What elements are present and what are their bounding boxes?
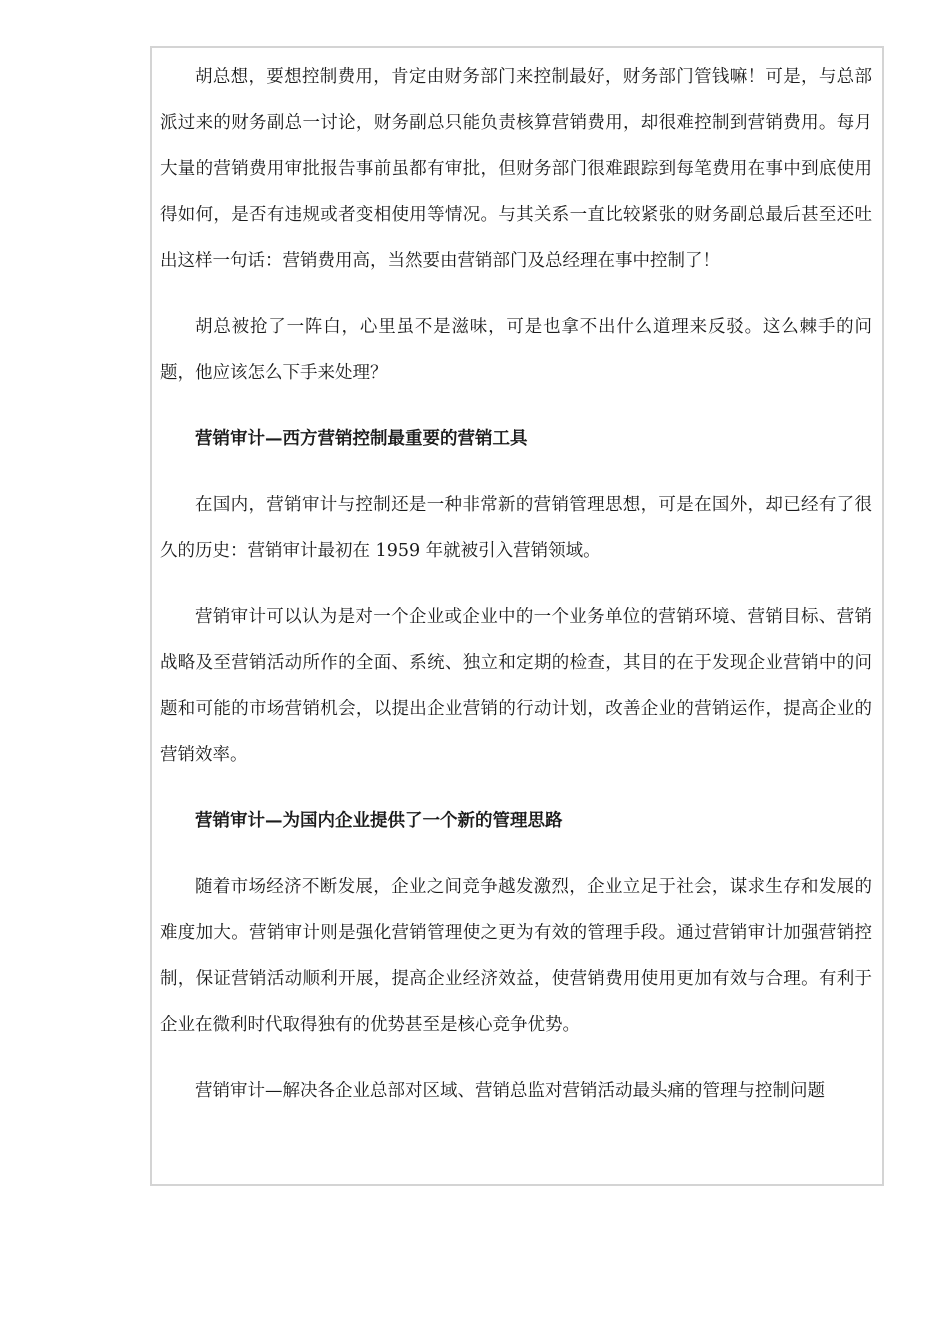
paragraph-finance-control: 胡总想，要想控制费用，肯定由财务部门来控制最好，财务部门管钱嘛！可是，与总部派过来的财务副总一讨论，财务副总只能负责核算营销费用，却很难控制到营销费用。每月大量的营销费用审批报告事前虽都有审批，但财务部门很难跟踪到每笔费用在事中到底使用得如何，是否有违规或者变相使用等情况。与其关系一直比较紧张的财务副总最后甚至还吐出这样一句话：营销费用高，当然要由营销部门及总经理在事中控制了！: [160, 67, 872, 271]
paragraph-definition: 营销审计可以认为是对一个企业或企业中的一个业务单位的营销环境、营销目标、营销战略及至营销活动所作的全面、系统、独立和定期的检查，其目的在于发现企业营销中的问题和可能的市场营销机会，以提出企业营销的行动计划，改善企业的营销运作，提高企业的营销效率。: [160, 607, 872, 765]
paragraph-solving-problems: 营销审计—解决各企业总部对区域、营销总监对营销活动最头痛的管理与控制问题: [195, 1081, 825, 1101]
paragraph-market-competition: 随着市场经济不断发展，企业之间竞争越发激烈，企业立足于社会，谋求生存和发展的难度加大。营销审计则是强化营销管理使之更为有效的管理手段。通过营销审计加强营销控制，保证营销活动顺利开展，提高企业经济效益，使营销费用使用更加有效与合理。有利于企业在微利时代取得独有的优势甚至是核心竞争优势。: [160, 877, 872, 1035]
section-heading-western-tool: 营销审计—西方营销控制最重要的营销工具: [195, 429, 528, 449]
paragraph-history: 在国内，营销审计与控制还是一种非常新的营销管理思想，可是在国外，却已经有了很久的历史：营销审计最初在 1959 年就被引入营销领域。: [160, 495, 872, 561]
document-body: [160, 54, 872, 1134]
section-heading-new-approach: 营销审计—为国内企业提供了一个新的管理思路: [195, 811, 563, 831]
paragraph-rebuttal: 胡总被抢了一阵白，心里虽不是滋味，可是也拿不出什么道理来反驳。这么棘手的问题，他应该怎么下手来处理？: [160, 317, 872, 383]
